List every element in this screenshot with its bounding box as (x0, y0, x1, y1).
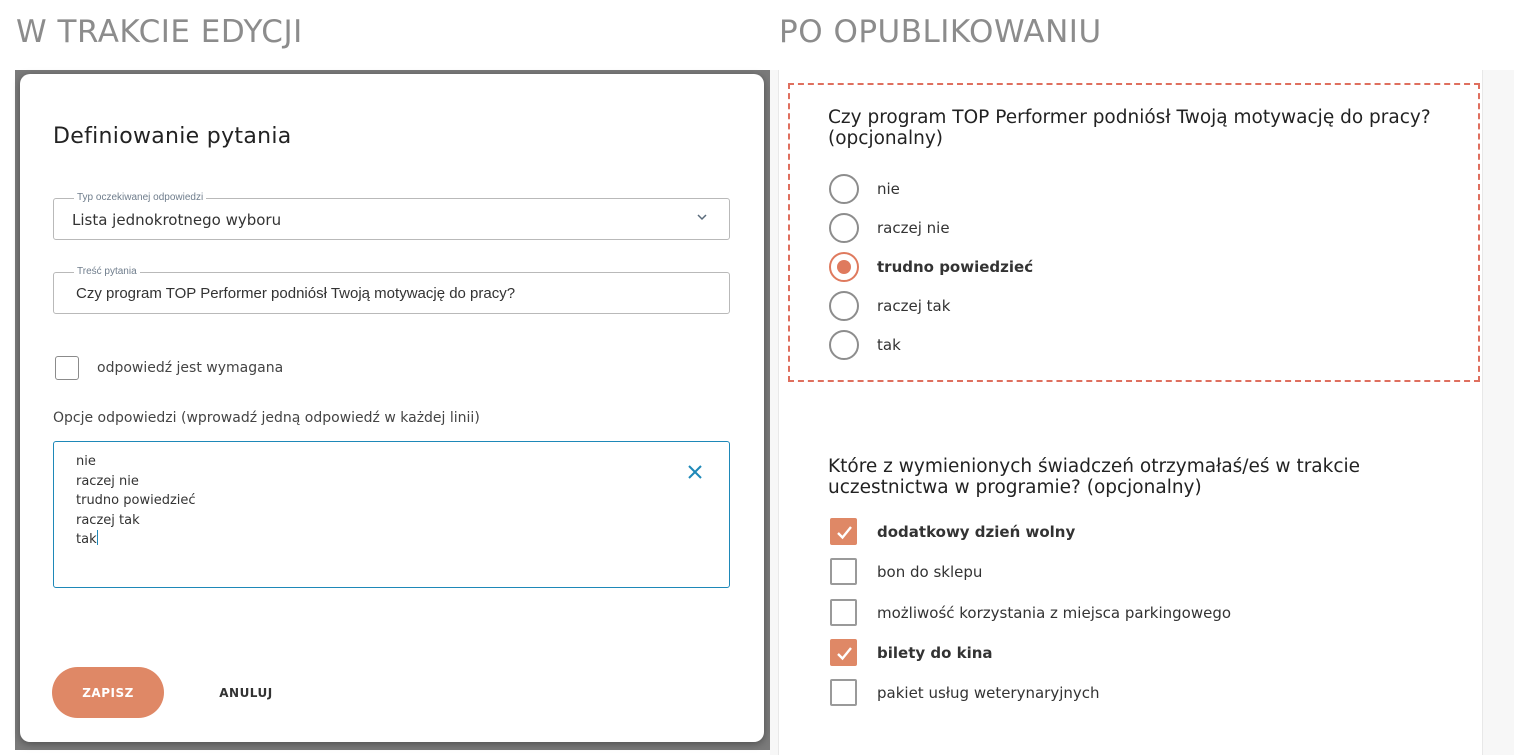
option-line-last (76, 530, 196, 550)
checkbox-checked[interactable] (830, 639, 857, 666)
editing-heading: W TRAKCIE EDYCJI (16, 14, 303, 50)
radio-option-label: tak (877, 336, 901, 354)
save-button[interactable]: ZAPISZ (52, 667, 164, 718)
question2-title: Które z wymienionych świadczeń otrzymałaś/eś w trakcie uczestnictwa w programie? (opcjonalny) (828, 456, 1361, 498)
question-text-value: Czy program TOP Performer podniósł Twoją motywację do pracy? (76, 285, 516, 302)
cancel-button[interactable]: ANULUJ (200, 667, 292, 718)
radio-option-label: raczej nie (877, 219, 950, 237)
chevron-down-icon[interactable] (697, 212, 707, 222)
published-heading: PO OPUBLIKOWANIU (779, 14, 1102, 50)
checkbox-checked[interactable] (830, 518, 857, 545)
checkbox-option-label: bilety do kina (877, 644, 993, 662)
option-line: raczej nie (76, 473, 139, 489)
required-checkbox[interactable] (55, 356, 79, 380)
option-line: trudno powiedzieć (76, 493, 196, 508)
radio-option-label: trudno powiedzieć (877, 258, 1034, 276)
answer-options-textarea[interactable] (53, 441, 730, 588)
text-caret (97, 530, 98, 545)
checkbox-option-label: możliwość korzystania z miejsca parkingowego (877, 604, 1232, 622)
checkmark-icon (835, 644, 854, 663)
radio-button[interactable] (829, 213, 859, 243)
checkbox-option-label: pakiet usług weterynaryjnych (877, 684, 1100, 702)
checkbox-option-label: dodatkowy dzień wolny (877, 523, 1076, 541)
dialog-title: Definiowanie pytania (53, 124, 292, 149)
radio-button-selected[interactable] (829, 252, 859, 282)
checkbox[interactable] (830, 679, 857, 706)
answer-type-select[interactable] (53, 192, 730, 240)
option-line: nie (76, 454, 96, 469)
radio-button[interactable] (829, 330, 859, 360)
answer-type-label: Typ oczekiwanej odpowiedzi (74, 191, 206, 205)
checkbox-option-label: bon do sklepu (877, 563, 983, 581)
checkbox[interactable] (830, 599, 857, 626)
close-icon[interactable] (687, 464, 703, 480)
checkbox[interactable] (830, 558, 857, 585)
radio-button[interactable] (829, 174, 859, 204)
preview-margin-right (1482, 70, 1514, 755)
checkmark-icon (835, 523, 854, 542)
preview-margin-left (770, 70, 779, 755)
question1-title: Czy program TOP Performer podniósł Twoją motywację do pracy? (opcjonalny) (828, 107, 1431, 149)
required-checkbox-label: odpowiedź jest wymagana (97, 360, 284, 376)
option-line-text: tak (76, 532, 97, 547)
radio-option-label: raczej tak (877, 297, 951, 315)
question-definition-dialog (20, 74, 764, 742)
radio-button[interactable] (829, 291, 859, 321)
answer-options-lines (76, 452, 196, 550)
question-text-field[interactable] (53, 266, 730, 314)
option-line: raczej tak (76, 512, 140, 528)
radio-option-label: nie (877, 180, 900, 198)
answer-type-value: Lista jednokrotnego wyboru (72, 211, 282, 229)
answer-options-label: Opcje odpowiedzi (wprowadź jedną odpowiedź w każdej linii) (53, 410, 480, 426)
question-text-label: Treść pytania (74, 265, 140, 279)
